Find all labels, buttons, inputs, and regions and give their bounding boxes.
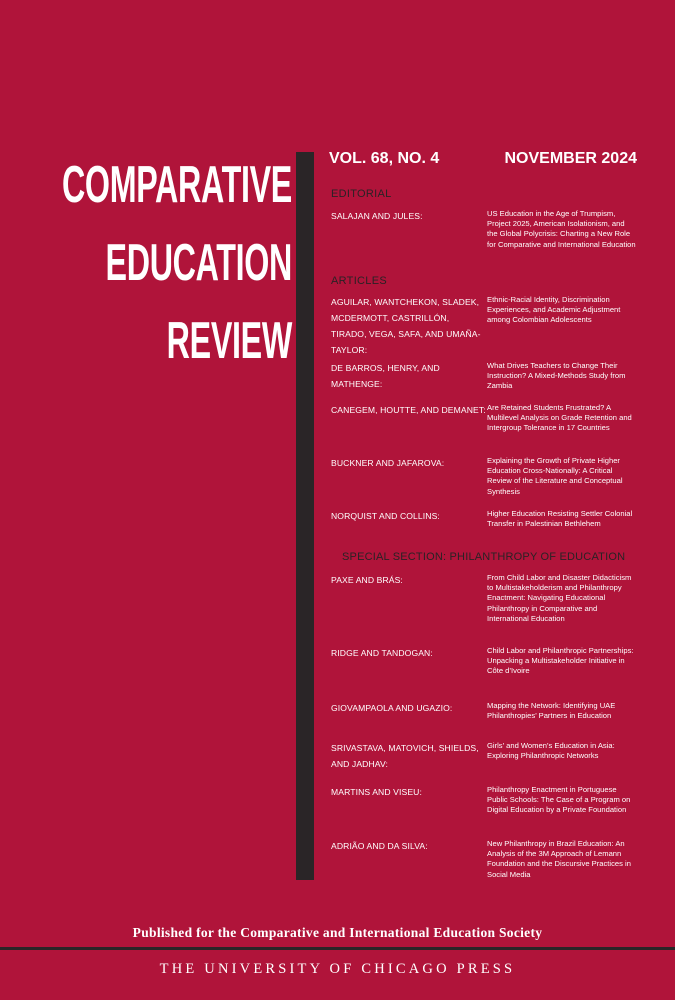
- toc-article-title: Ethnic-Racial Identity, Discrimination Experiences, and Academic Adjustment among Colombian Adolescents: [487, 295, 621, 325]
- toc-authors: RIDGE AND TANDOGAN:: [331, 648, 433, 658]
- toc-entry[interactable]: [331, 838, 637, 880]
- toc-article-title: Explaining the Growth of Private Higher Education Cross-Nationally: A Critical Review of the Literature and Conceptual Synthesis: [487, 456, 623, 496]
- vertical-divider-bar: [296, 152, 314, 880]
- toc-entry[interactable]: [331, 572, 637, 624]
- toc-entry[interactable]: [331, 455, 637, 497]
- toc-article-title: Philanthropy Enactment in Portuguese Public Schools: The Case of a Program on Digital Education by a Private Foundation: [487, 785, 631, 815]
- toc-article-title: From Child Labor and Disaster Didacticism to Multistakeholderism and Philanthropy Enactment: Navigating Educational Philanthropy in Comparative and International Education: [487, 573, 632, 623]
- toc-article-title: Are Retained Students Frustrated? A Multilevel Analysis on Grade Retention and Intergroup Tolerance in 17 Countries: [487, 403, 632, 433]
- footer-divider: [0, 947, 675, 950]
- toc-authors: BUCKNER AND JAFAROVA:: [331, 458, 445, 468]
- toc-entry[interactable]: [331, 784, 637, 816]
- toc-authors: SRIVASTAVA, MATOVICH, SHIELDS, AND JADHAV:: [331, 743, 479, 769]
- toc-entry[interactable]: [331, 645, 637, 677]
- toc-authors: GIOVAMPAOLA AND UGAZIO:: [331, 703, 453, 713]
- published-for-line: Published for the Comparative and International Education Society: [132, 925, 543, 940]
- toc-article-title: Mapping the Network: Identifying UAE Philanthropies’ Partners in Education: [487, 701, 616, 721]
- journal-title: [32, 146, 292, 380]
- issue-header: [329, 150, 637, 168]
- toc-article-title: Higher Education Resisting Settler Colonial Transfer in Palestinian Bethlehem: [487, 509, 633, 529]
- journal-title-line-1: COMPARATIVE: [61, 156, 292, 214]
- toc-article-title: New Philanthropy in Brazil Education: An Analysis of the 3M Approach of Lemann Foundation and the Discursive Practices in Social Media: [487, 839, 631, 879]
- toc-article-title: Child Labor and Philanthropic Partnerships: Unpacking a Multistakeholder Initiative in Côte d’Ivoire: [487, 646, 634, 676]
- journal-title-line-2: EDUCATION: [105, 234, 292, 292]
- section-heading-editorial: EDITORIAL: [331, 188, 392, 200]
- toc-authors: ADRIÃO AND DA SILVA:: [331, 841, 428, 851]
- volume-number: VOL. 68, NO. 4: [329, 150, 440, 167]
- toc-entry[interactable]: [331, 508, 637, 529]
- publisher-name: THE UNIVERSITY OF CHICAGO PRESS: [159, 961, 516, 977]
- toc-authors: CANEGEM, HOUTTE, AND DEMANET:: [331, 405, 486, 415]
- toc-authors: DE BARROS, HENRY, AND MATHENGE:: [331, 363, 440, 389]
- toc-authors: MARTINS AND VISEU:: [331, 787, 422, 797]
- toc-authors: PAXE AND BRÁS:: [331, 575, 403, 585]
- toc-entry[interactable]: [331, 402, 637, 434]
- toc-article-title: US Education in the Age of Trumpism, Project 2025, American Isolationism, and the Global Polycrisis: Charting a New Role for Comparative and International Education: [487, 209, 636, 249]
- toc-entry[interactable]: [331, 740, 637, 772]
- issue-date: NOVEMBER 2024: [504, 150, 637, 167]
- section-heading-special: SPECIAL SECTION: PHILANTHROPY OF EDUCATION: [342, 551, 626, 563]
- toc-entry[interactable]: [331, 208, 637, 250]
- toc-entry[interactable]: [331, 700, 637, 721]
- toc-article-title: Girls’ and Women’s Education in Asia: Exploring Philanthropic Networks: [487, 741, 615, 761]
- toc-authors: AGUILAR, WANTCHEKON, SLADEK, MCDERMOTT, CASTRILLÓN, TIRADO, VEGA, SAFA, AND UMAÑA-TAYLOR:: [331, 297, 481, 355]
- toc-entry[interactable]: [331, 360, 637, 392]
- toc-authors: NORQUIST AND COLLINS:: [331, 511, 440, 521]
- toc-authors: SALAJAN AND JULES:: [331, 211, 423, 221]
- toc-article-title: What Drives Teachers to Change Their Instruction? A Mixed-Methods Study from Zambia: [487, 361, 626, 391]
- journal-title-line-3: REVIEW: [166, 312, 292, 370]
- toc-entry[interactable]: [331, 294, 637, 358]
- section-heading-articles: ARTICLES: [331, 275, 387, 287]
